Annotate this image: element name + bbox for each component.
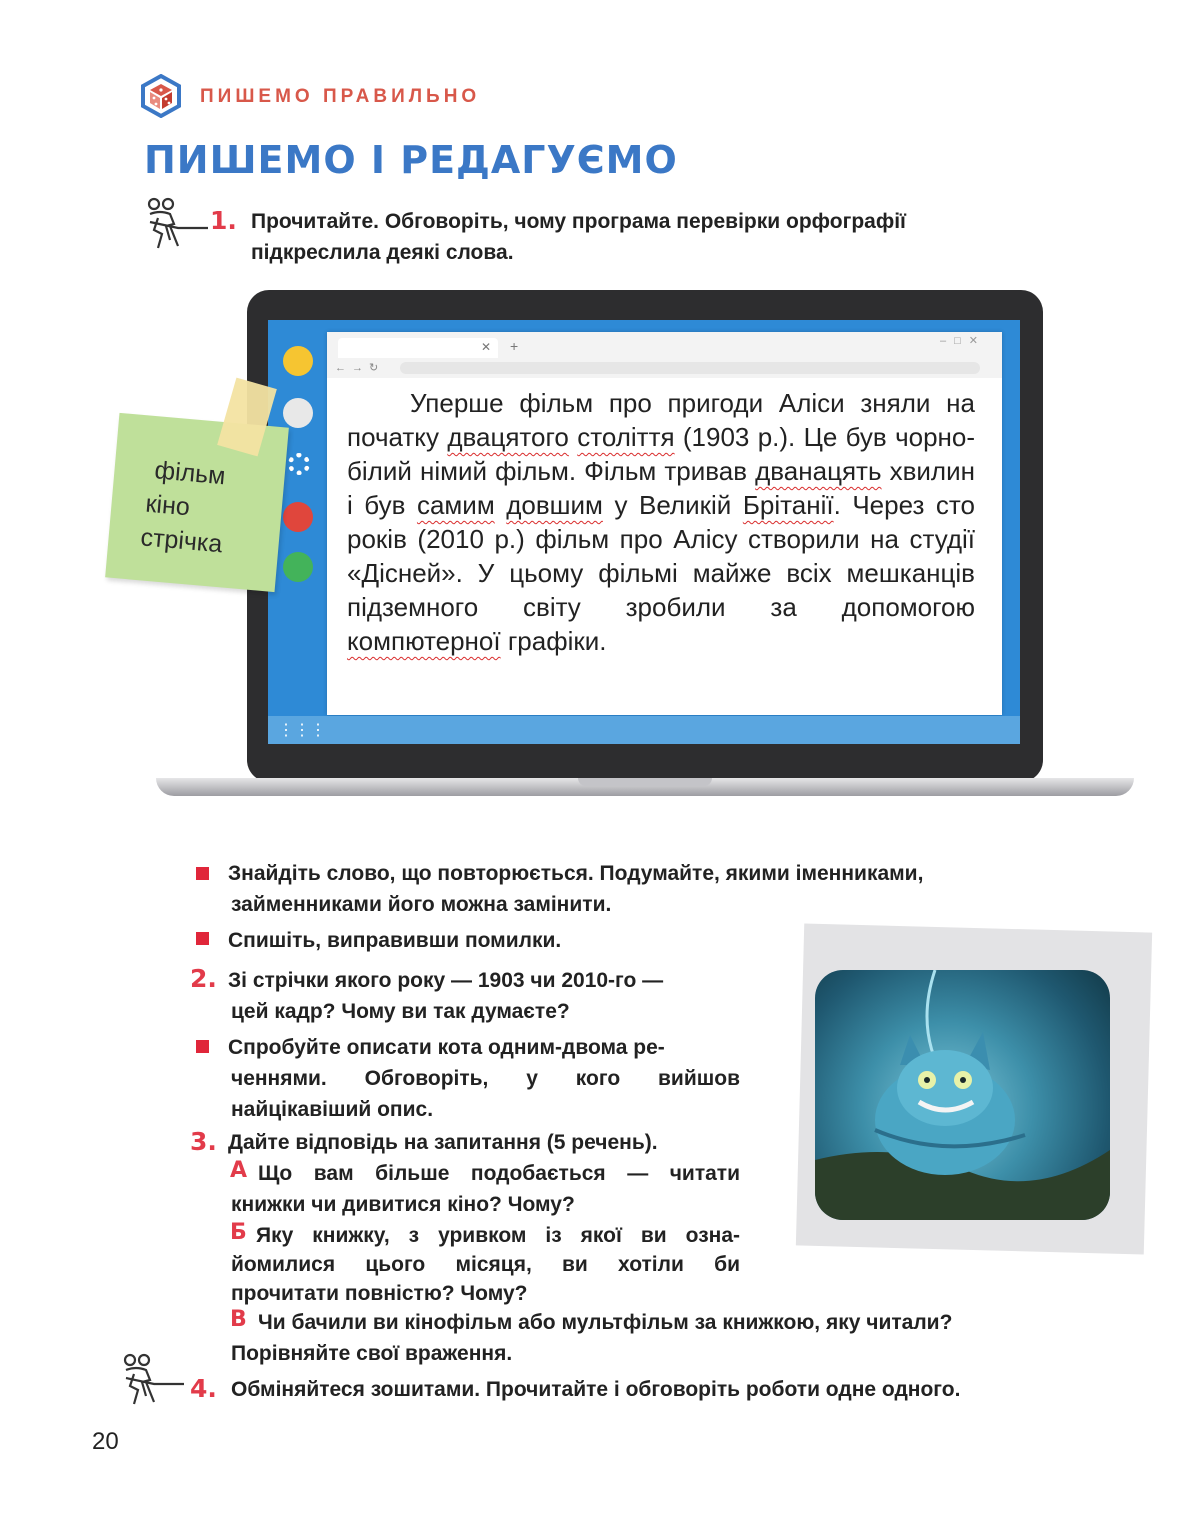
bullet-1-line-1: Знайдіть слово, що повторюється. Подумайте, якими іменниками, [228, 862, 924, 885]
task-1-number: 1. [210, 206, 237, 235]
misspelled-word: двацятого [447, 422, 569, 452]
laptop-notch [578, 778, 712, 786]
group-work-icon [120, 1352, 184, 1410]
passage-segment: (1903 р.). Це був чорно-білий німий фільм. Фільм тривав [347, 422, 976, 486]
folder-icon [283, 346, 313, 376]
misspelled-word: дванацять [755, 456, 882, 486]
misspelled-word: самим [416, 490, 495, 520]
page-title: ПИШЕМО І РЕДАГУЄМО [144, 138, 678, 182]
window-controls-icon[interactable]: –□✕ [940, 335, 986, 347]
note-word: фільм [153, 456, 227, 491]
dice-icon [140, 74, 182, 118]
passage-segment: графіки. [500, 626, 607, 656]
task-3-b-line-3: прочитати повністю? Чому? [231, 1282, 528, 1305]
taskbar [268, 716, 1020, 744]
passage-text [347, 386, 975, 658]
tab-close-icon[interactable]: ✕ [481, 340, 492, 354]
passage-segment: хвилин і був [347, 456, 975, 520]
misspelled-word: компютерної [347, 626, 501, 656]
task-3-v-line-2: Порівняйте свої враження. [231, 1342, 513, 1365]
task-2-line-2: цей кадр? Чому ви так думаєте? [231, 1000, 570, 1023]
task-2-number: 2. [190, 964, 217, 993]
task-3-b-line-2: йомилися цього місяця, ви хотіли би [231, 1253, 740, 1276]
settings-icon [288, 453, 310, 475]
sub-letter-a: А [230, 1158, 248, 1183]
task-3-a-line-2: книжки чи дивитися кіно? Чому? [231, 1193, 575, 1216]
cat-illustration [815, 970, 1110, 1220]
sub-letter-v: В [230, 1307, 247, 1332]
task-2-bullet-line-2: ченнями. Обговоріть, у кого вийшов [231, 1067, 740, 1090]
bullet-marker [196, 932, 209, 945]
passage-segment: Уперше фільм про пригоди Аліси зняли на початку [347, 388, 975, 452]
gamepad-icon [283, 552, 313, 582]
task-3-intro: Дайте відповідь на запитання (5 речень). [228, 1131, 658, 1154]
passage-segment [569, 422, 577, 452]
group-work-icon [144, 196, 208, 254]
section-label: ПИШЕМО ПРАВИЛЬНО [200, 86, 481, 107]
task-1-line-2: підкреслила деякі слова. [251, 241, 514, 264]
page-number: 20 [92, 1428, 119, 1455]
passage-segment: у Великій [602, 490, 743, 520]
new-tab-icon[interactable]: + [510, 338, 519, 354]
note-word: кіно [144, 489, 191, 522]
task-4-number: 4. [190, 1374, 217, 1403]
misspelled-word: століття [577, 422, 675, 452]
bullet-marker [196, 867, 209, 880]
passage-segment [495, 490, 507, 520]
nav-arrows-icon[interactable]: ←→↻ [335, 362, 385, 374]
task-3-b-line-1: Яку книжку, з уривком із якої ви озна- [256, 1224, 740, 1247]
task-2-line-1: Зі стрічки якого року — 1903 чи 2010-го — [228, 969, 664, 992]
address-bar[interactable] [400, 362, 980, 374]
passage-segment: . Через сто років (2010 р.) фільм про Алісу створили на студії «Дісней». У цьому фільмі майже всіх мешканців підземного світу зробили за допомогою [347, 490, 975, 622]
task-1-line-1: Прочитайте. Обговоріть, чому програма перевірки орфографії [251, 210, 906, 233]
browser-tab[interactable] [338, 338, 498, 358]
misspelled-word: Брітанії [742, 490, 834, 520]
task-3-v-line-1: Чи бачили ви кінофільм або мультфільм за книжкою, яку читали? [258, 1311, 953, 1334]
apps-grid-icon[interactable]: ⋮⋮⋮ [278, 722, 326, 739]
printer-icon [283, 398, 313, 428]
task-4-text: Обміняйтеся зошитами. Прочитайте і обговоріть роботи одне одного. [231, 1378, 961, 1401]
task-2-bullet-line-3: найцікавіший опис. [231, 1098, 434, 1121]
misspelled-word: довшим [506, 490, 603, 520]
bullet-marker [196, 1040, 209, 1053]
bullet-2: Спишіть, виправивши помилки. [228, 929, 562, 952]
note-word: стрічка [139, 523, 224, 559]
task-3-number: 3. [190, 1127, 217, 1156]
cheshire-cat-image [815, 970, 1110, 1220]
mail-icon [283, 502, 313, 532]
sub-letter-b: Б [230, 1220, 247, 1245]
task-3-a-line-1: Що вам більше подобається — читати [258, 1162, 740, 1185]
bullet-1-line-2: займенниками його можна замінити. [231, 893, 612, 916]
task-2-bullet-line-1: Спробуйте описати кота одним-двома ре- [228, 1036, 665, 1059]
